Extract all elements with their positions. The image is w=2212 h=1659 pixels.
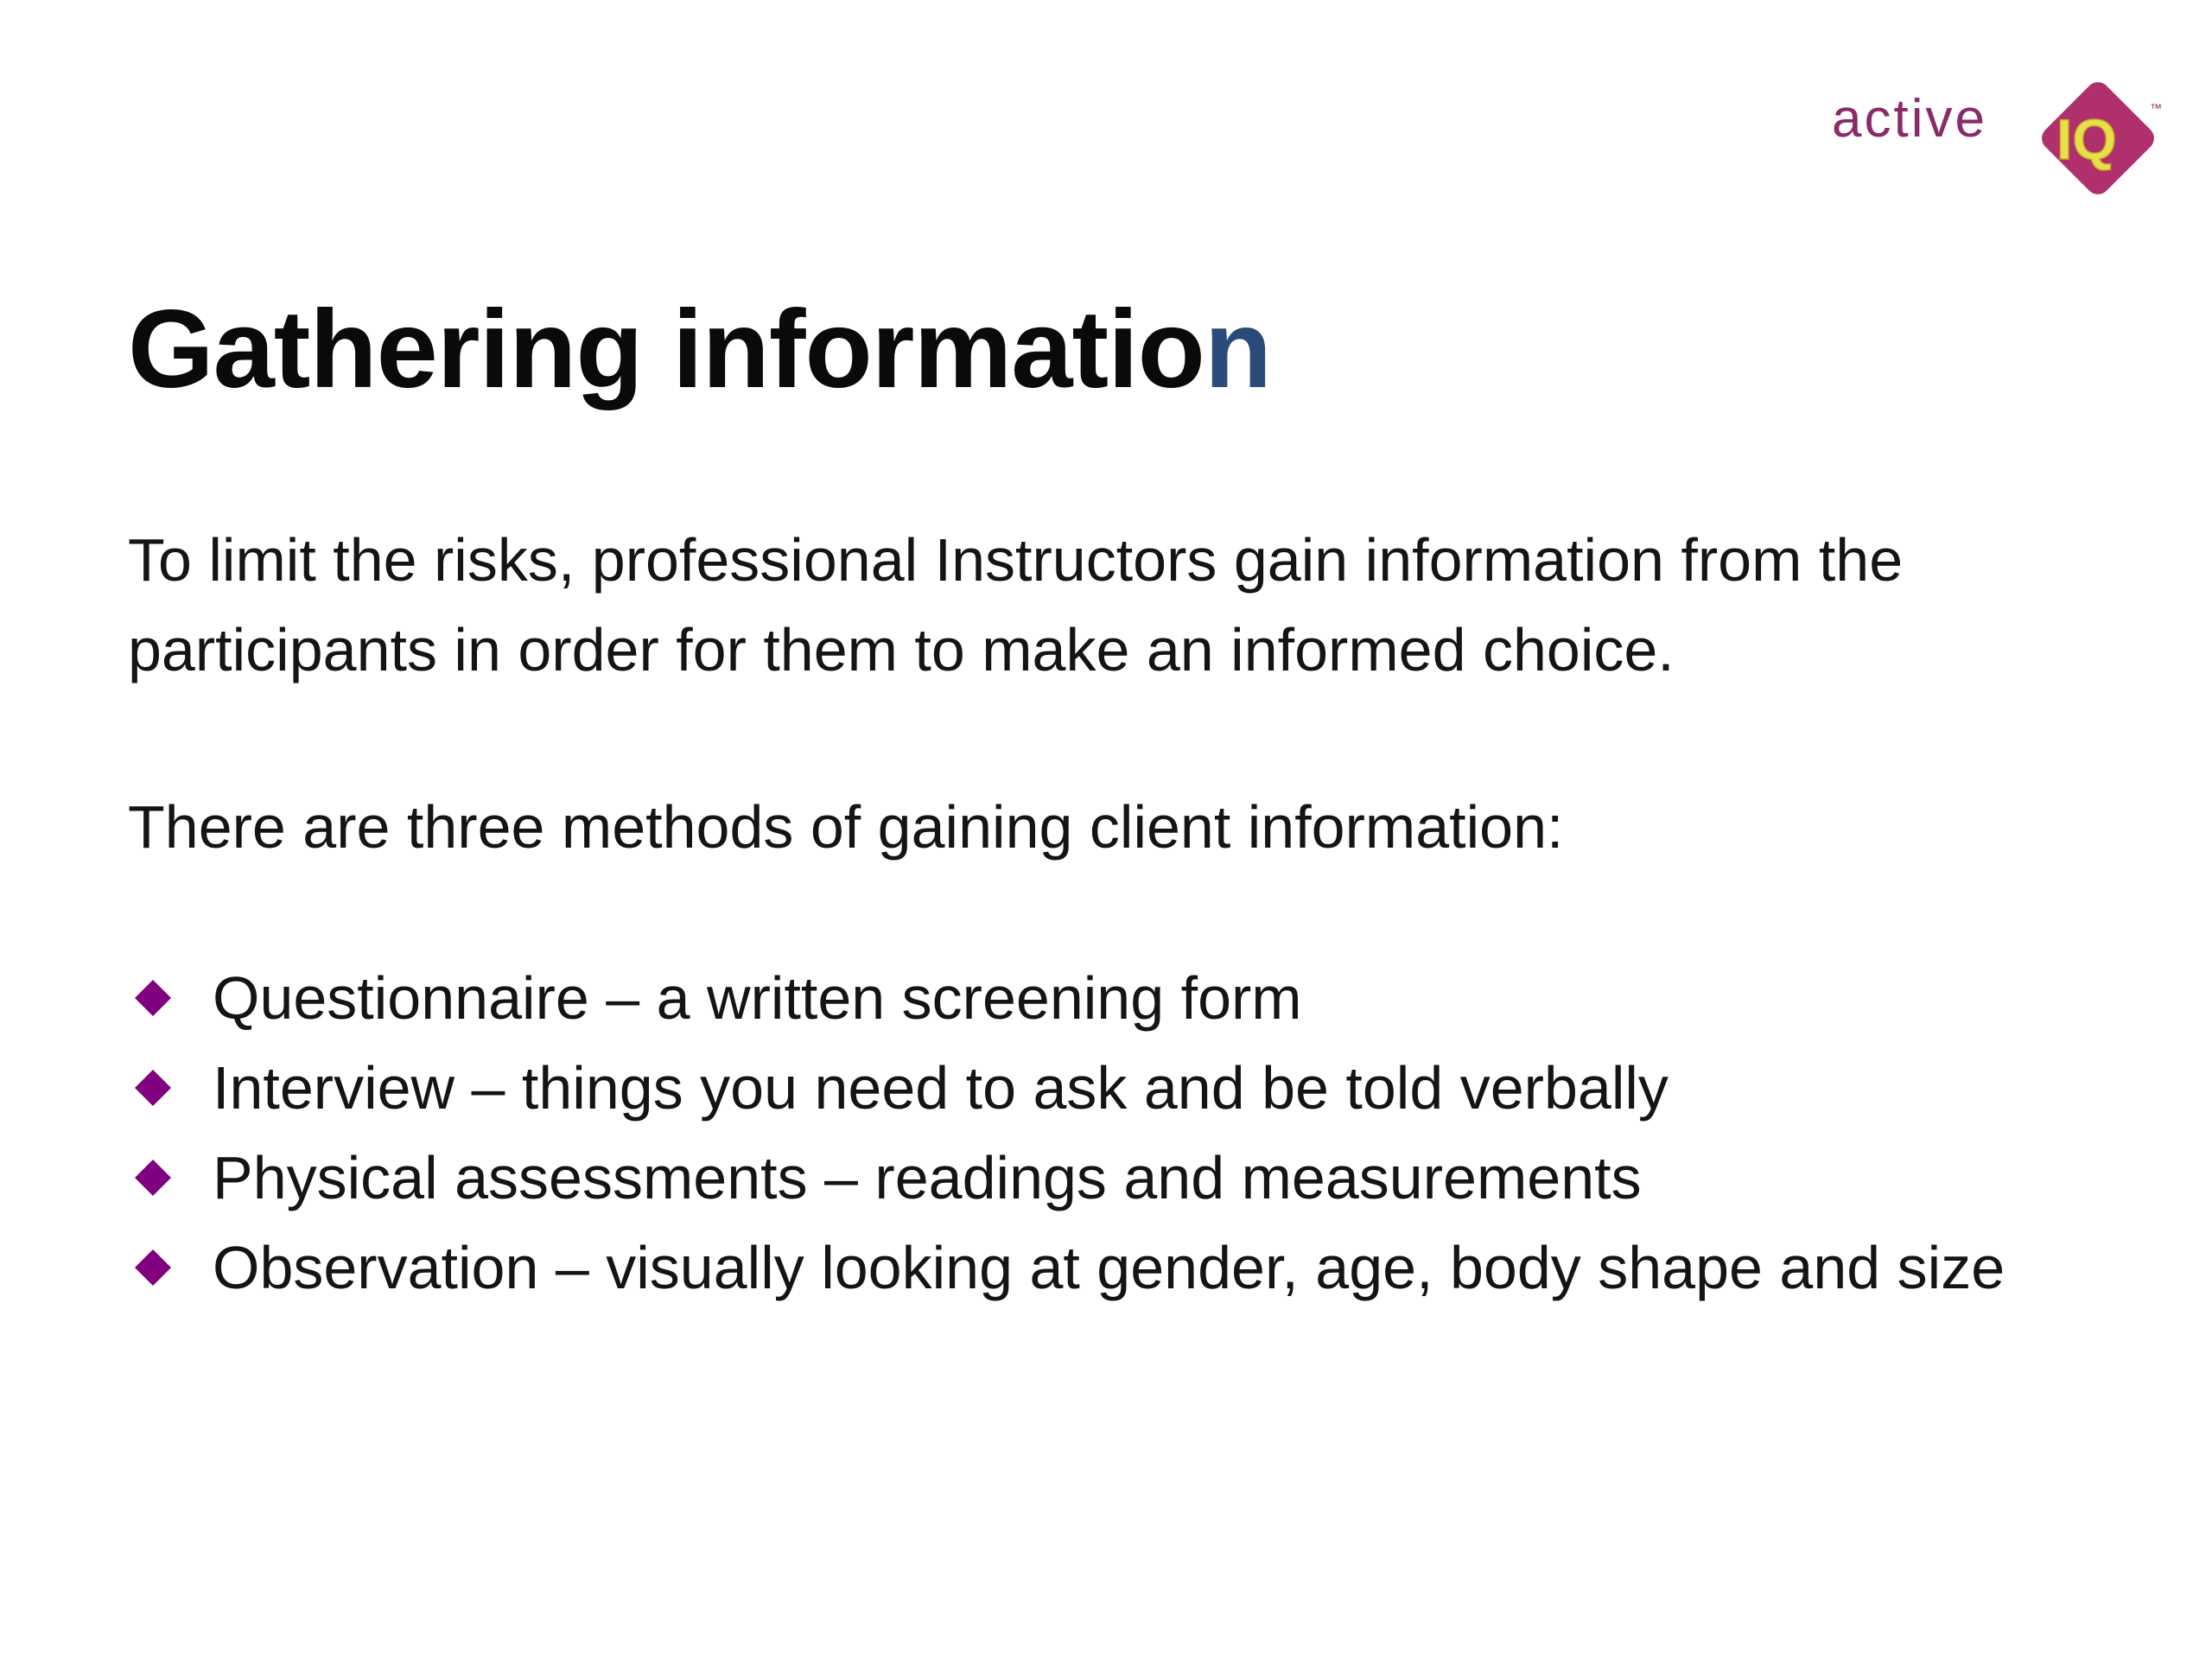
bullet-text: Questionnaire – a written screening form: [213, 964, 1302, 1032]
list-item: [128, 961, 2081, 1035]
logo-iq-mark: IQ: [2056, 107, 2117, 171]
title-main: Gathering informatio: [128, 288, 1205, 411]
methods-list: [128, 961, 2081, 1320]
logo-trademark: ™: [2150, 101, 2162, 115]
bullet-text: Observation – visually looking at gender, age, body shape and size: [213, 1234, 2005, 1301]
diamond-bullet-icon: [135, 1160, 171, 1196]
list-item: [128, 1141, 2081, 1215]
bullet-text: Physical assessments – readings and measurements: [213, 1144, 1642, 1211]
intro-paragraph: To limit the risks, professional Instructors gain information from the participants in order for them to make an informed choice.: [128, 526, 1904, 683]
methods-lead-text: There are three methods of gaining client information:: [128, 793, 1564, 861]
slide-title: [128, 285, 1271, 415]
list-item: [128, 1051, 2081, 1125]
diamond-bullet-icon: [135, 1249, 171, 1286]
diamond-bullet-icon: [135, 980, 171, 1016]
active-iq-logo: [1832, 78, 2177, 207]
logo-wordmark: active: [1832, 89, 1987, 149]
diamond-bullet-icon: [135, 1070, 171, 1106]
title-last-letter: n: [1204, 288, 1271, 411]
list-item: [128, 1230, 2081, 1305]
logo-graphic: [1832, 78, 2177, 207]
bullet-text: Interview – things you need to ask and be told verbally: [213, 1054, 1669, 1122]
